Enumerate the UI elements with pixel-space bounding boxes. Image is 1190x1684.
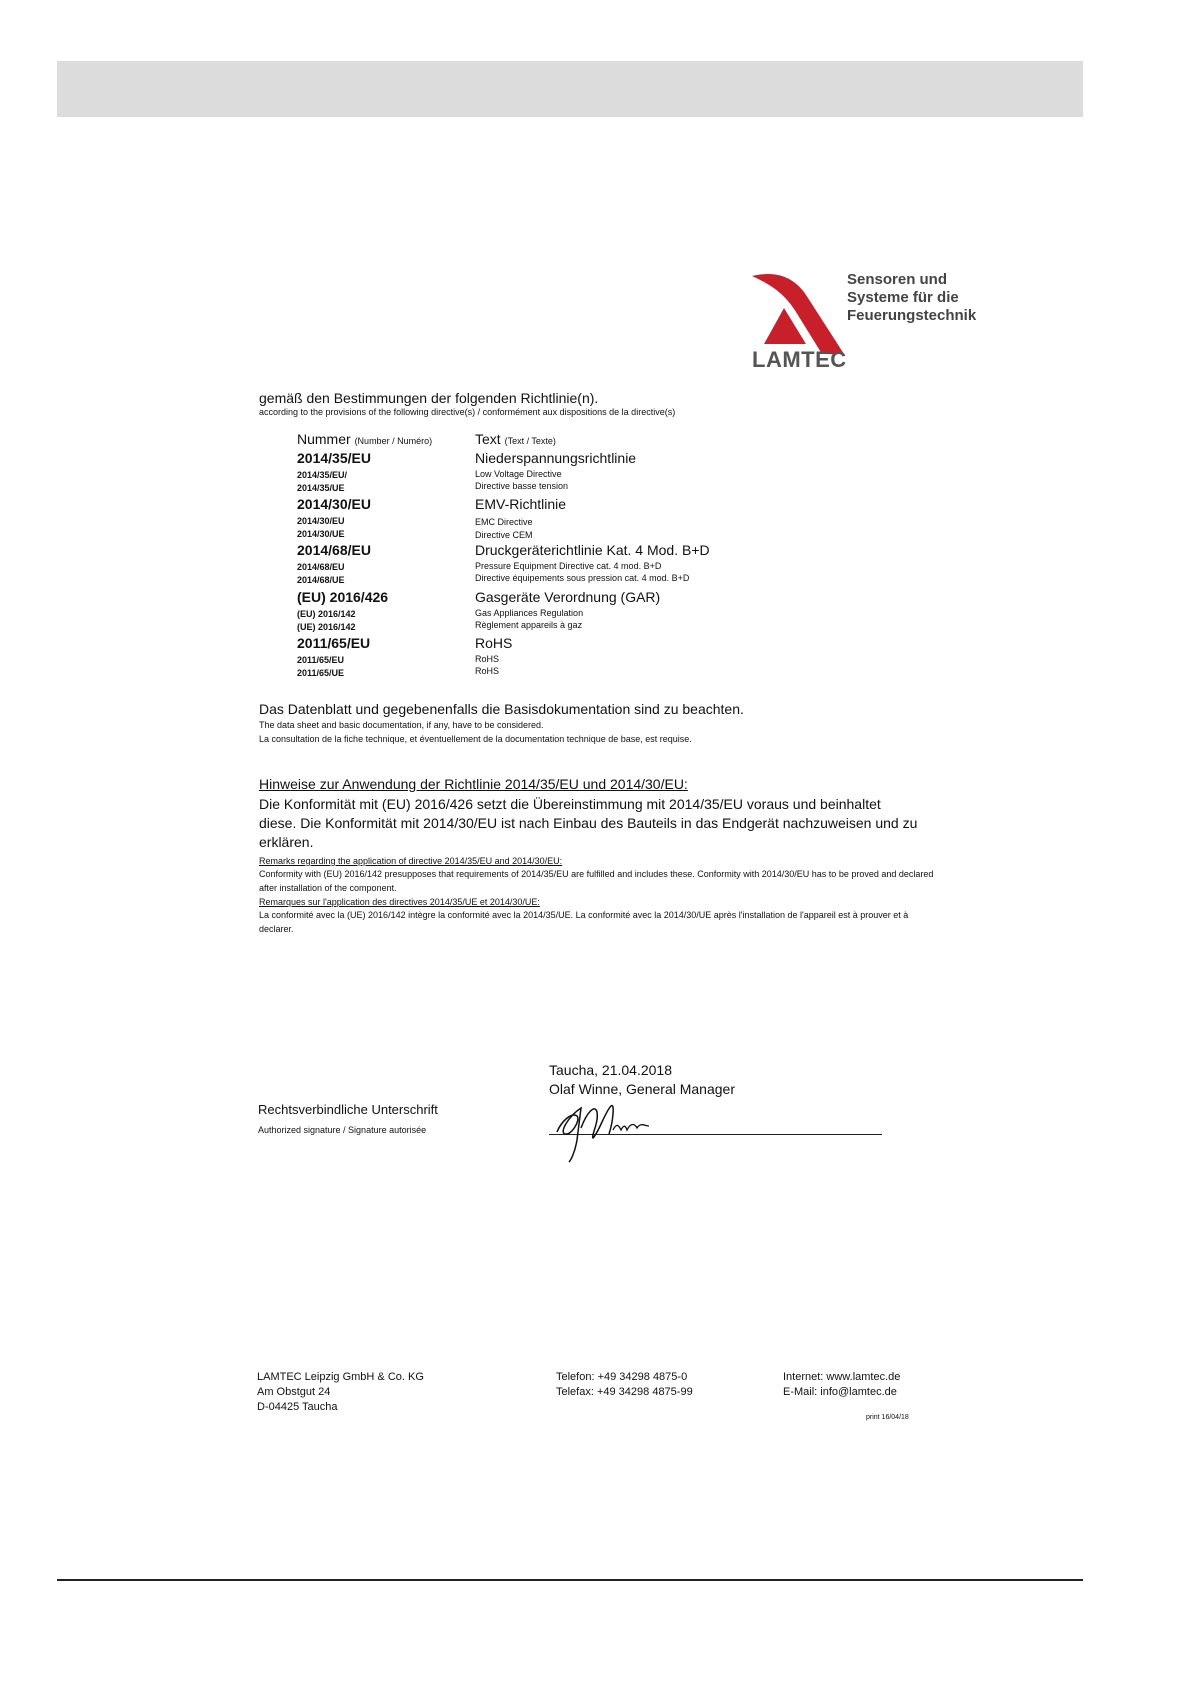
directive-number-block bbox=[297, 496, 371, 541]
tagline-line-2: Systeme für die bbox=[847, 289, 959, 306]
remarks-body-french: La conformité avec la (UE) 2016/142 intègre la conformité avec la 2014/35/UE. La conformité avec la 2014/30/UE après l'installation de l'appareil est à prouver et à declarer. bbox=[259, 910, 909, 934]
signature-label: Rechtsverbindliche Unterschrift bbox=[258, 1102, 438, 1117]
directive-text: Druckgeräterichtlinie Kat. 4 Mod. B+D bbox=[475, 542, 710, 558]
directive-text-sub: Low Voltage Directive bbox=[475, 469, 562, 479]
directive-sub: (EU) 2016/142 bbox=[297, 609, 356, 619]
directive-text-sub: Règlement appareils à gaz bbox=[475, 620, 583, 630]
brand-name: LAMTEC bbox=[752, 347, 847, 372]
directive-sub: 2014/35/UE bbox=[297, 483, 345, 493]
directive-text-sub: EMC Directive bbox=[475, 517, 533, 527]
directive-text-sub: Directive équipements sous pression cat. 4 mod. B+D bbox=[475, 573, 690, 583]
directive-text: EMV-Richtlinie bbox=[475, 496, 567, 512]
directive-number: 2011/65/EU bbox=[297, 635, 371, 651]
directive-text-sub: Directive CEM bbox=[475, 530, 533, 540]
directive-text-block bbox=[475, 450, 636, 492]
directive-sub: (UE) 2016/142 bbox=[297, 622, 356, 632]
directive-number: 2014/68/EU bbox=[297, 542, 371, 558]
hints-body: Die Konformität mit (EU) 2016/426 setzt die Übereinstimmung mit 2014/35/EU voraus und beinhaltet diese. Die Konformität mit 2014/30/EU ist nach Einbau des Bauteils in das Endgerät nachzuweisen und zu erklären. bbox=[259, 796, 918, 850]
remarks-title-french: Remarques sur l'application des directives 2014/35/UE et 2014/30/UE: bbox=[259, 897, 540, 907]
footer-phone: Telefon: +49 34298 4875-0 bbox=[556, 1371, 688, 1383]
directive-text-sub: Pressure Equipment Directive cat. 4 mod. B+D bbox=[475, 561, 662, 571]
directive-sub: 2014/68/UE bbox=[297, 575, 345, 585]
datasheet-note-english: The data sheet and basic documentation, if any, have to be considered. bbox=[259, 720, 544, 730]
footer-fax: Telefax: +49 34298 4875-99 bbox=[556, 1386, 693, 1398]
directive-number: 2014/35/EU bbox=[297, 450, 371, 466]
directive-sub: 2014/30/EU bbox=[297, 516, 345, 526]
intro-en-fr: according to the provisions of the following directive(s) / conformément aux dispositions de la directive(s) bbox=[259, 407, 676, 417]
signer-name: Olaf Winne, General Manager bbox=[549, 1081, 735, 1097]
directive-text-block bbox=[475, 589, 660, 631]
directive-text: RoHS bbox=[475, 635, 513, 651]
datasheet-note-german: Das Datenblatt und gegebenenfalls die Basisdokumentation sind zu beachten. bbox=[259, 701, 744, 717]
directive-text-sub: RoHS bbox=[475, 654, 500, 664]
print-date: print 16/04/18 bbox=[866, 1414, 909, 1421]
handwritten-signature-icon bbox=[551, 1092, 661, 1164]
footer-phone-block bbox=[556, 1370, 693, 1400]
directive-sub: 2014/35/EU/ bbox=[297, 470, 348, 480]
directive-number-block bbox=[297, 542, 371, 587]
bottom-rule bbox=[57, 1579, 1083, 1581]
directive-text-sub: RoHS bbox=[475, 666, 500, 676]
directive-text-block bbox=[475, 542, 710, 584]
column-header-text bbox=[475, 431, 556, 447]
directive-text: Niederspannungsrichtlinie bbox=[475, 450, 637, 466]
header-bar bbox=[57, 61, 1083, 117]
footer-address bbox=[257, 1370, 424, 1415]
text-label: Text bbox=[475, 431, 501, 447]
place-date: Taucha, 21.04.2018 bbox=[549, 1062, 672, 1078]
directive-number: 2014/30/EU bbox=[297, 496, 371, 512]
directive-text-sub: Directive basse tension bbox=[475, 481, 569, 491]
directive-text-block bbox=[475, 496, 566, 541]
directive-text: Gasgeräte Verordnung (GAR) bbox=[475, 589, 661, 605]
signature-sublabel: Authorized signature / Signature autorisée bbox=[258, 1125, 427, 1135]
directive-sub: 2014/30/UE bbox=[297, 529, 345, 539]
directive-sub: 2011/65/UE bbox=[297, 668, 345, 678]
footer-email: E-Mail: info@lamtec.de bbox=[783, 1386, 897, 1398]
footer-street: Am Obstgut 24 bbox=[257, 1386, 331, 1398]
directive-number: (EU) 2016/426 bbox=[297, 589, 389, 605]
footer-company: LAMTEC Leipzig GmbH & Co. KG bbox=[257, 1371, 424, 1383]
footer-city: D-04425 Taucha bbox=[257, 1401, 338, 1413]
tagline-line-3: Feuerungstechnik bbox=[847, 307, 977, 324]
datasheet-note-french: La consultation de la fiche technique, et éventuellement de la documentation technique de base, est requise. bbox=[259, 734, 692, 744]
directive-sub: 2014/68/EU bbox=[297, 562, 345, 572]
footer-web-block bbox=[783, 1370, 900, 1400]
remarks-body-english: Conformity with (EU) 2016/142 presupposes that requirements of 2014/35/EU are fulfilled and includes these. Conformity with 2014/30/EU has to be proved and declared after installation of the component. bbox=[259, 869, 934, 893]
column-header-number bbox=[297, 431, 432, 447]
directive-number-block bbox=[297, 635, 370, 680]
tagline-line-1: Sensoren und bbox=[847, 271, 948, 288]
directive-text-block bbox=[475, 635, 512, 677]
directive-text-sub: Gas Appliances Regulation bbox=[475, 608, 584, 618]
remarks-title-english: Remarks regarding the application of directive 2014/35/EU and 2014/30/EU: bbox=[259, 856, 563, 866]
directive-sub: 2011/65/EU bbox=[297, 655, 345, 665]
directive-number-block bbox=[297, 589, 388, 634]
number-sublabel: (Number / Numéro) bbox=[354, 436, 433, 446]
hints-title: Hinweise zur Anwendung der Richtlinie 2014/35/EU und 2014/30/EU: bbox=[259, 776, 688, 792]
footer-internet: Internet: www.lamtec.de bbox=[783, 1371, 901, 1383]
directive-number-block bbox=[297, 450, 371, 495]
intro-german: gemäß den Bestimmungen der folgenden Richtlinie(n). bbox=[259, 390, 599, 406]
number-label: Nummer bbox=[297, 431, 351, 447]
text-sublabel: (Text / Texte) bbox=[504, 436, 556, 446]
company-tagline bbox=[847, 271, 976, 325]
